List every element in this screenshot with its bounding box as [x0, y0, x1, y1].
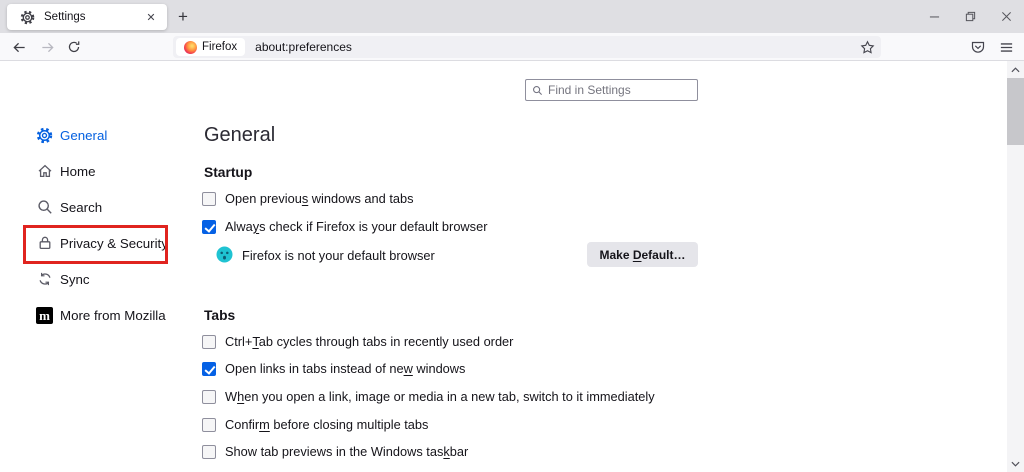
tabs-heading: Tabs	[204, 308, 236, 323]
checkbox-label[interactable]: Open previous windows and tabs	[225, 191, 414, 206]
settings-page	[0, 61, 1024, 472]
checkbox[interactable]	[202, 192, 216, 206]
checkbox-row-confirm-close	[202, 415, 698, 434]
gear-icon	[20, 10, 35, 25]
sync-icon	[36, 271, 53, 288]
sidebar-item-label: Search	[60, 199, 103, 215]
checkbox-label[interactable]: When you open a link, image or media in a new tab, switch to it immediately	[225, 389, 655, 404]
new-tab-button[interactable]: +	[178, 7, 188, 26]
window-close-button[interactable]	[988, 0, 1024, 33]
search-icon	[36, 199, 53, 216]
sidebar-item-search[interactable]	[28, 189, 202, 225]
sad-face-icon	[216, 246, 233, 263]
sidebar-item-label: Privacy & Security	[60, 235, 168, 251]
checkbox-row-taskbar-previews	[202, 442, 698, 461]
scrollbar-down-arrow-icon[interactable]	[1007, 456, 1024, 471]
page-title: General	[204, 124, 276, 146]
window-minimize-button[interactable]	[916, 0, 952, 33]
tab-bar	[0, 0, 1024, 33]
checkbox[interactable]	[202, 362, 216, 376]
checkbox[interactable]	[202, 220, 216, 234]
window-restore-button[interactable]	[952, 0, 988, 33]
scrollbar-up-arrow-icon[interactable]	[1007, 62, 1024, 77]
checkbox[interactable]	[202, 445, 216, 459]
gear-icon	[36, 127, 53, 144]
sidebar-item-label: General	[60, 127, 108, 143]
general-pane	[202, 61, 698, 472]
sidebar-item-label: Home	[60, 163, 96, 179]
make-default-button[interactable]: Make Default…	[587, 242, 698, 267]
identity-chip[interactable]	[176, 38, 245, 56]
tab-settings[interactable]	[7, 4, 167, 30]
checkbox-row-switch-immediately	[202, 387, 698, 406]
bookmark-star-icon[interactable]	[860, 40, 875, 55]
navigation-toolbar	[0, 33, 1024, 61]
sidebar-item-general[interactable]	[28, 117, 202, 153]
back-button[interactable]	[8, 36, 30, 58]
checkbox-label[interactable]: Confirm before closing multiple tabs	[225, 417, 429, 432]
pocket-icon[interactable]	[966, 36, 990, 58]
default-browser-row	[202, 242, 698, 268]
checkbox-label[interactable]: Ctrl+Tab cycles through tabs in recently used order	[225, 334, 514, 349]
checkbox-row-always-check-default	[202, 217, 698, 236]
tab-close-icon[interactable]: ✕	[146, 11, 156, 24]
mozilla-icon: m	[36, 307, 53, 324]
sidebar-item-sync[interactable]	[28, 261, 202, 297]
startup-heading: Startup	[204, 165, 253, 180]
checkbox[interactable]	[202, 418, 216, 432]
checkbox-label[interactable]: Always check if Firefox is your default browser	[225, 219, 488, 234]
sidebar-item-home[interactable]	[28, 153, 202, 189]
reload-button[interactable]	[63, 36, 85, 58]
sidebar-item-more-from-mozilla[interactable]	[28, 297, 202, 333]
scrollbar[interactable]	[1007, 61, 1024, 472]
hamburger-menu-icon[interactable]	[994, 36, 1018, 58]
checkbox[interactable]	[202, 390, 216, 404]
window-controls	[916, 0, 1024, 33]
checkbox[interactable]	[202, 335, 216, 349]
annotation-box	[23, 225, 168, 264]
default-browser-status: Firefox is not your default browser	[242, 248, 435, 263]
checkbox-label[interactable]: Show tab previews in the Windows taskbar	[225, 444, 469, 459]
identity-label: Firefox	[202, 41, 238, 53]
checkbox-row-ctrl-tab	[202, 332, 698, 351]
url-text: about:preferences	[255, 40, 352, 54]
home-icon	[36, 163, 53, 180]
sidebar-item-label: More from Mozilla	[60, 307, 166, 323]
forward-button[interactable]	[36, 36, 58, 58]
firefox-logo-icon	[184, 41, 197, 54]
scrollbar-thumb[interactable]	[1007, 78, 1024, 145]
checkbox-label[interactable]: Open links in tabs instead of new windows	[225, 361, 466, 376]
checkbox-row-open-previous	[202, 189, 698, 208]
url-bar[interactable]	[173, 36, 881, 58]
sidebar-item-label: Sync	[60, 271, 90, 287]
tab-title: Settings	[44, 11, 86, 23]
checkbox-row-open-links-in-tabs	[202, 359, 698, 378]
